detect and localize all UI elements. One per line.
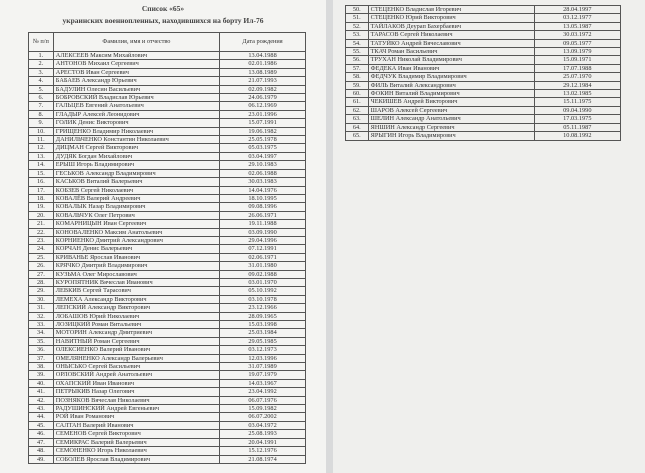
row-number: 16. xyxy=(29,178,54,186)
table-row xyxy=(29,321,306,329)
birth-date: 03.04.1997 xyxy=(220,152,306,160)
table-row xyxy=(29,371,306,379)
table-row xyxy=(29,421,306,429)
table-row xyxy=(29,262,306,270)
full-name: ЛЕПСКИЙ Александр Викторович xyxy=(53,304,219,312)
table-row xyxy=(346,106,621,114)
table-row xyxy=(29,329,306,337)
row-number: 2. xyxy=(29,60,54,68)
full-name: СЕМЕНОВ Сергей Викторович xyxy=(53,430,219,438)
row-number: 33. xyxy=(29,321,54,329)
table-row xyxy=(346,22,621,30)
table-row xyxy=(29,346,306,354)
birth-date: 29.05.1985 xyxy=(220,337,306,345)
birth-date: 29.10.1983 xyxy=(220,161,306,169)
birth-date: 24.06.1979 xyxy=(220,94,306,102)
full-name: СТЕЦЕНКО Владислав Игоревич xyxy=(368,6,534,14)
table-row xyxy=(29,85,306,93)
birth-date: 30.03.1972 xyxy=(534,31,620,39)
row-number: 3. xyxy=(29,68,54,76)
full-name: РАДУШИНСКИЙ Андрей Евгеньевич xyxy=(53,405,219,413)
row-number: 19. xyxy=(29,203,54,211)
row-number: 56. xyxy=(346,56,369,64)
row-number: 28. xyxy=(29,278,54,286)
row-number: 48. xyxy=(29,447,54,455)
row-number: 45. xyxy=(29,421,54,429)
birth-date: 03.12.1973 xyxy=(220,346,306,354)
birth-date: 03.12.1977 xyxy=(534,14,620,22)
row-number: 32. xyxy=(29,312,54,320)
table-row xyxy=(346,73,621,81)
table-row xyxy=(29,253,306,261)
table-row xyxy=(29,186,306,194)
full-name: ЧЕКИШЕВ Андрей Викторович xyxy=(368,98,534,106)
full-name: ТКАЧ Роман Васильевич xyxy=(368,48,534,56)
birth-date: 23.04.1992 xyxy=(220,388,306,396)
table-row xyxy=(29,245,306,253)
row-number: 22. xyxy=(29,228,54,236)
table-row xyxy=(29,447,306,455)
col-number-header: № п/п xyxy=(29,33,54,52)
birth-date: 28.09.1965 xyxy=(220,312,306,320)
full-name: РОЙ Иван Романович xyxy=(53,413,219,421)
table-row xyxy=(29,295,306,303)
table-row xyxy=(29,287,306,295)
row-number: 64. xyxy=(346,123,369,131)
table-row xyxy=(29,438,306,446)
full-name: ГАЛЬЦЕВ Евгений Анатольевич xyxy=(53,102,219,110)
birth-date: 15.03.1998 xyxy=(220,321,306,329)
birth-date: 20.04.1991 xyxy=(220,438,306,446)
table-row xyxy=(29,169,306,177)
table-row xyxy=(346,81,621,89)
document-subtitle: украинских военнопленных, находившихся на борту Ил-76 xyxy=(62,16,264,25)
table-row xyxy=(29,388,306,396)
full-name: ФОКИН Виталий Владимирович xyxy=(368,90,534,98)
full-name: ОЛЕКСИЕНКО Валерий Иванович xyxy=(53,346,219,354)
row-number: 8. xyxy=(29,110,54,118)
full-name: СЕМИКРАС Валерий Валерьевич xyxy=(53,438,219,446)
row-number: 60. xyxy=(346,90,369,98)
row-number: 65. xyxy=(346,132,369,140)
birth-date: 15.12.1976 xyxy=(220,447,306,455)
table-row xyxy=(29,413,306,421)
full-name: ДАНИЛЬЧЕНКО Константин Николаевич xyxy=(53,136,219,144)
row-number: 62. xyxy=(346,106,369,114)
row-number: 9. xyxy=(29,119,54,127)
row-number: 25. xyxy=(29,253,54,261)
row-number: 20. xyxy=(29,211,54,219)
table-row xyxy=(346,39,621,47)
row-number: 1. xyxy=(29,52,54,60)
birth-date: 19.06.1982 xyxy=(220,127,306,135)
row-number: 50. xyxy=(346,6,369,14)
row-number: 34. xyxy=(29,329,54,337)
table-row xyxy=(346,115,621,123)
full-name: СОБОЛЕВ Ярослав Владимирович xyxy=(53,455,219,463)
full-name: ГЛАДЫР Алексей Леонидович xyxy=(53,110,219,118)
full-name: ПЕТРЫКИВ Назар Олегович xyxy=(53,388,219,396)
row-number: 30. xyxy=(29,295,54,303)
row-number: 44. xyxy=(29,413,54,421)
row-number: 27. xyxy=(29,270,54,278)
right-page xyxy=(333,0,645,473)
birth-date: 13.09.1979 xyxy=(534,48,620,56)
full-name: ОНЫСЬКО Сергей Васильевич xyxy=(53,363,219,371)
table-row xyxy=(346,6,621,14)
row-number: 52. xyxy=(346,22,369,30)
full-name: ЛЕМЕХА Александр Викторович xyxy=(53,295,219,303)
birth-date: 26.06.1971 xyxy=(220,211,306,219)
full-name: ЕРЫШ Игорь Владимирович xyxy=(53,161,219,169)
birth-date: 13.02.1985 xyxy=(534,90,620,98)
birth-date: 17.03.1975 xyxy=(534,115,620,123)
birth-date: 05.03.1975 xyxy=(220,144,306,152)
full-name: ЛЕВКИВ Сергей Тарасович xyxy=(53,287,219,295)
table-row xyxy=(29,211,306,219)
birth-date: 06.12.1969 xyxy=(220,102,306,110)
birth-date: 15.09.1982 xyxy=(220,405,306,413)
row-number: 35. xyxy=(29,337,54,345)
full-name: ТАРАСОВ Сергей Николаевич xyxy=(368,31,534,39)
row-number: 49. xyxy=(29,455,54,463)
full-name: ФЕДЧУК Владимир Владимирович xyxy=(368,73,534,81)
full-name: ЯНШИН Александр Сергеевич xyxy=(368,123,534,131)
table-row xyxy=(29,194,306,202)
row-number: 23. xyxy=(29,236,54,244)
full-name: КОБЗЕВ Сергей Николаевич xyxy=(53,186,219,194)
table-row xyxy=(29,312,306,320)
full-name: СТЕЦЕНКО Юрий Викторович xyxy=(368,14,534,22)
birth-date: 09.08.1996 xyxy=(220,203,306,211)
full-name: АЛЕКСЕЕВ Максим Михайлович xyxy=(53,52,219,60)
full-name: КОРНИЕНКО Дмитрий Александрович xyxy=(53,236,219,244)
full-name: НАВИТНЫЙ Роман Сергеевич xyxy=(53,337,219,345)
full-name: КРИВАНЬЕ Ярослав Иванович xyxy=(53,253,219,261)
full-name: КУЗЬМА Олег Мирославович xyxy=(53,270,219,278)
birth-date: 31.07.1989 xyxy=(220,363,306,371)
full-name: ПОЗНЯКОВ Вячеслав Николаевич xyxy=(53,396,219,404)
row-number: 46. xyxy=(29,430,54,438)
birth-date: 07.12.1991 xyxy=(220,245,306,253)
row-number: 11. xyxy=(29,136,54,144)
table-row xyxy=(346,64,621,72)
birth-date: 09.04.1990 xyxy=(534,106,620,114)
birth-date: 02.06.1988 xyxy=(220,169,306,177)
row-number: 21. xyxy=(29,220,54,228)
birth-date: 25.05.1978 xyxy=(220,136,306,144)
full-name: КАСЬКОВ Виталий Валерьевич xyxy=(53,178,219,186)
full-name: ТАЙЛАКОВ Деурап Бахербаевич xyxy=(368,22,534,30)
document-title: Список «65» xyxy=(141,4,185,13)
birth-date: 29.04.1996 xyxy=(220,236,306,244)
row-number: 53. xyxy=(346,31,369,39)
row-number: 38. xyxy=(29,363,54,371)
full-name: ДИЦМАН Сергей Викторович xyxy=(53,144,219,152)
table-row xyxy=(29,68,306,76)
full-name: ТАТУЙКО Андрей Вячеславович xyxy=(368,39,534,47)
birth-date: 17.07.1988 xyxy=(534,64,620,72)
row-number: 18. xyxy=(29,194,54,202)
full-name: АРЕСТОВ Иван Сергеевич xyxy=(53,68,219,76)
col-birthdate-header: Дата рождения xyxy=(220,33,306,52)
row-number: 54. xyxy=(346,39,369,47)
birth-date: 19.11.1988 xyxy=(220,220,306,228)
table-row xyxy=(29,52,306,60)
full-name: ГРИЩЕНКО Владимир Николаевич xyxy=(53,127,219,135)
table-row xyxy=(346,14,621,22)
birth-date: 18.10.1995 xyxy=(220,194,306,202)
birth-date: 06.07.2002 xyxy=(220,413,306,421)
table-row xyxy=(29,379,306,387)
row-number: 29. xyxy=(29,287,54,295)
row-number: 59. xyxy=(346,81,369,89)
table-row xyxy=(346,31,621,39)
full-name: КОНОВАЛЕНКО Максим Анатольевич xyxy=(53,228,219,236)
table-row xyxy=(29,228,306,236)
birth-date: 03.01.1970 xyxy=(220,278,306,286)
col-name-header: Фамилия, имя и отчество xyxy=(53,33,219,52)
full-name: СЕМОНЕНКО Игорь Николаевич xyxy=(53,447,219,455)
table-header xyxy=(29,33,306,52)
table-row xyxy=(29,178,306,186)
table-row xyxy=(346,48,621,56)
table-row xyxy=(29,152,306,160)
birth-date: 02.06.1971 xyxy=(220,253,306,261)
birth-date: 12.03.1996 xyxy=(220,354,306,362)
table-row xyxy=(29,136,306,144)
birth-date: 09.02.1988 xyxy=(220,270,306,278)
table-row xyxy=(29,337,306,345)
full-name: ШАРОВ Алексей Сергеевич xyxy=(368,106,534,114)
birth-date: 30.03.1983 xyxy=(220,178,306,186)
row-number: 5. xyxy=(29,85,54,93)
full-name: КУРОПЯТНИК Вячеслав Иванович xyxy=(53,278,219,286)
full-name: КРЯЧКО Дмитрий Владимирович xyxy=(53,262,219,270)
table-row xyxy=(29,270,306,278)
birth-date: 21.07.1993 xyxy=(220,77,306,85)
table-row xyxy=(346,56,621,64)
birth-date: 23.01.1996 xyxy=(220,110,306,118)
table-row xyxy=(29,363,306,371)
full-name: КОВАЛЫК Назар Владимирович xyxy=(53,203,219,211)
row-number: 31. xyxy=(29,304,54,312)
full-name: ОРЛОВСКИЙ Андрей Анатольевич xyxy=(53,371,219,379)
full-name: ЛОБАШОВ Юрий Николаевич xyxy=(53,312,219,320)
full-name: КОМАРНИЦЫН Иван Сергеевич xyxy=(53,220,219,228)
birth-date: 25.08.1993 xyxy=(220,430,306,438)
row-number: 37. xyxy=(29,354,54,362)
full-name: ШЕЛИН Александр Анатольевич xyxy=(368,115,534,123)
birth-date: 28.04.1997 xyxy=(534,6,620,14)
row-number: 63. xyxy=(346,115,369,123)
birth-date: 03.04.1972 xyxy=(220,421,306,429)
birth-date: 10.08.1992 xyxy=(534,132,620,140)
full-name: ДУДЯК Богдан Михайлович xyxy=(53,152,219,160)
table-row xyxy=(29,110,306,118)
full-name: БОБРОВСКИЙ Владислав Юрьевич xyxy=(53,94,219,102)
row-number: 10. xyxy=(29,127,54,135)
table-row xyxy=(346,90,621,98)
table-row xyxy=(29,77,306,85)
full-name: КОВАЛЁВ Валерий Андреевич xyxy=(53,194,219,202)
birth-date: 05.10.1992 xyxy=(220,287,306,295)
row-number: 14. xyxy=(29,161,54,169)
table-row xyxy=(29,220,306,228)
birth-date: 15.07.1991 xyxy=(220,119,306,127)
row-number: 47. xyxy=(29,438,54,446)
table-row xyxy=(346,132,621,140)
prisoner-table-part-2 xyxy=(345,5,621,141)
row-number: 7. xyxy=(29,102,54,110)
row-number: 41. xyxy=(29,388,54,396)
row-number: 24. xyxy=(29,245,54,253)
table-row xyxy=(29,119,306,127)
birth-date: 19.07.1979 xyxy=(220,371,306,379)
prisoner-table-part-1 xyxy=(28,32,306,464)
full-name: ТРУХАН Николай Владимирович xyxy=(368,56,534,64)
table-row xyxy=(29,102,306,110)
row-number: 42. xyxy=(29,396,54,404)
birth-date: 02.09.1982 xyxy=(220,85,306,93)
row-number: 57. xyxy=(346,64,369,72)
full-name: ЯРЫГИН Игорь Владимирович xyxy=(368,132,534,140)
row-number: 26. xyxy=(29,262,54,270)
birth-date: 05.11.1987 xyxy=(534,123,620,131)
full-name: ОХАПСКИЙ Иван Иванович xyxy=(53,379,219,387)
row-number: 12. xyxy=(29,144,54,152)
row-number: 43. xyxy=(29,405,54,413)
table-row xyxy=(29,278,306,286)
table-row xyxy=(29,161,306,169)
row-number: 58. xyxy=(346,73,369,81)
full-name: МОТОРИН Александр Дмитриевич xyxy=(53,329,219,337)
birth-date: 14.04.1976 xyxy=(220,186,306,194)
birth-date: 02.01.1986 xyxy=(220,60,306,68)
table-row xyxy=(29,144,306,152)
table-row xyxy=(346,123,621,131)
table-row xyxy=(29,455,306,463)
row-number: 36. xyxy=(29,346,54,354)
row-number: 39. xyxy=(29,371,54,379)
full-name: ОМЕЛЯНЕНКО Александр Валерьевич xyxy=(53,354,219,362)
birth-date: 23.12.1966 xyxy=(220,304,306,312)
table-row xyxy=(346,98,621,106)
row-number: 17. xyxy=(29,186,54,194)
table-row xyxy=(29,304,306,312)
row-number: 51. xyxy=(346,14,369,22)
birth-date: 13.04.1988 xyxy=(220,52,306,60)
table-row xyxy=(29,94,306,102)
row-number: 55. xyxy=(346,48,369,56)
birth-date: 06.07.1976 xyxy=(220,396,306,404)
full-name: БАДУЛИН Олесин Васильевич xyxy=(53,85,219,93)
birth-date: 25.03.1984 xyxy=(220,329,306,337)
birth-date: 15.09.1971 xyxy=(534,56,620,64)
full-name: ГЕСЬКОВ Александр Владимирович xyxy=(53,169,219,177)
row-number: 6. xyxy=(29,94,54,102)
full-name: АНТОНОВ Михаил Сергеевич xyxy=(53,60,219,68)
row-number: 4. xyxy=(29,77,54,85)
table-row xyxy=(29,396,306,404)
birth-date: 03.09.1990 xyxy=(220,228,306,236)
row-number: 40. xyxy=(29,379,54,387)
table-row xyxy=(29,354,306,362)
birth-date: 13.08.1989 xyxy=(220,68,306,76)
birth-date: 13.05.1987 xyxy=(534,22,620,30)
birth-date: 14.03.1967 xyxy=(220,379,306,387)
table-row xyxy=(29,203,306,211)
birth-date: 15.11.1975 xyxy=(534,98,620,106)
row-number: 13. xyxy=(29,152,54,160)
full-name: ЛОЗИЦКИЙ Роман Витальевич xyxy=(53,321,219,329)
birth-date: 29.12.1984 xyxy=(534,81,620,89)
row-number: 61. xyxy=(346,98,369,106)
table-row xyxy=(29,236,306,244)
table-row xyxy=(29,430,306,438)
birth-date: 25.07.1970 xyxy=(534,73,620,81)
row-number: 15. xyxy=(29,169,54,177)
full-name: БАБАЕВ Александр Юрьевич xyxy=(53,77,219,85)
table-row xyxy=(29,405,306,413)
full-name: ГОЛИК Денис Викторович xyxy=(53,119,219,127)
birth-date: 09.05.1977 xyxy=(534,39,620,47)
birth-date: 03.10.1978 xyxy=(220,295,306,303)
full-name: ФИЛЬ Виталий Александрович xyxy=(368,81,534,89)
full-name: КОВАЛЬЧУК Олег Петрович xyxy=(53,211,219,219)
birth-date: 21.08.1974 xyxy=(220,455,306,463)
full-name: САЛТАН Валерий Иванович xyxy=(53,421,219,429)
full-name: КОРЧАН Денис Валерьевич xyxy=(53,245,219,253)
table-row xyxy=(29,60,306,68)
table-row xyxy=(29,127,306,135)
birth-date: 31.01.1980 xyxy=(220,262,306,270)
full-name: ФЕДЕКА Иван Иванович xyxy=(368,64,534,72)
